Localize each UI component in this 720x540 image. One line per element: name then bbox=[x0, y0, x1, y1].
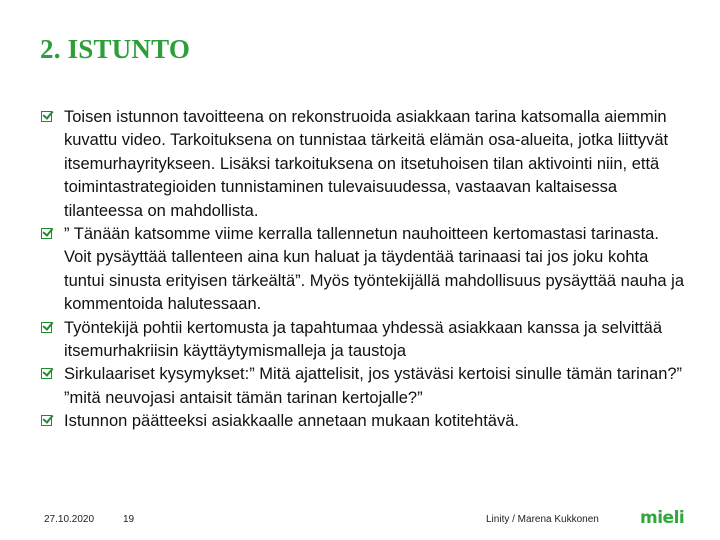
footer-author: Linity / Marena Kukkonen bbox=[486, 514, 599, 525]
bullet-item bbox=[40, 410, 690, 433]
bullet-text: Istunnon päätteeksi asiakkaalle annetaan mukaan kotitehtävä. bbox=[64, 412, 519, 431]
bullet-text: Toisen istunnon tavoitteena on rekonstruoida asiakkaan tarina katsomalla aiemmin kuvattu video. Tarkoituksena on tunnistaa tärkeitä elämän osa-alueita, jotka liittyvät itsemurhayritykseen. Lisäksi tarkoituksena on itsetuhoisen tilan aktivointi niin, että toimintastrategioiden tunnistaminen tulevaisuudessa, vastaavan kaltaisessa tilanteessa on mahdollista. bbox=[64, 108, 669, 220]
checkbox-bullet-icon bbox=[41, 322, 52, 333]
bullet-text: Työntekijä pohtii kertomusta ja tapahtumaa yhdessä asiakkaan kanssa ja selvittää itsemurhakriisin käyttäytymismalleja ja taustoja bbox=[64, 318, 663, 361]
checkbox-bullet-icon bbox=[41, 415, 52, 426]
bullet-text: ” Tänään katsomme viime kerralla tallennetun nauhoitteen kertomastasi tarinasta. Voit pysäyttää tallenteen aina kun haluat ja täydentää tarinaasi tai jos joku kohta tuntui sinusta erityisen tärkeältä”. Myös työntekijällä mahdollisuus pysäyttää nauha ja kommentoida halutessaan. bbox=[64, 225, 684, 314]
checkbox-bullet-icon bbox=[41, 111, 52, 122]
mieli-logo: mieli bbox=[640, 508, 685, 528]
bullet-item bbox=[40, 317, 690, 364]
checkbox-bullet-icon bbox=[41, 228, 52, 239]
bullet-item bbox=[40, 106, 690, 223]
bullet-list bbox=[40, 106, 690, 434]
bullet-item bbox=[40, 363, 690, 410]
checkbox-bullet-icon bbox=[41, 368, 52, 379]
slide-title: 2. ISTUNTO bbox=[40, 34, 191, 64]
footer-date: 27.10.2020 bbox=[44, 514, 95, 525]
bullet-text: Sirkulaariset kysymykset:” Mitä ajattelisit, jos ystäväsi kertoisi sinulle tämän tarinan?” ”mitä neuvojasi antaisit tämän tarinan kertojalle?” bbox=[64, 365, 683, 407]
bullet-item bbox=[40, 223, 690, 317]
footer-page-number: 19 bbox=[123, 514, 135, 525]
